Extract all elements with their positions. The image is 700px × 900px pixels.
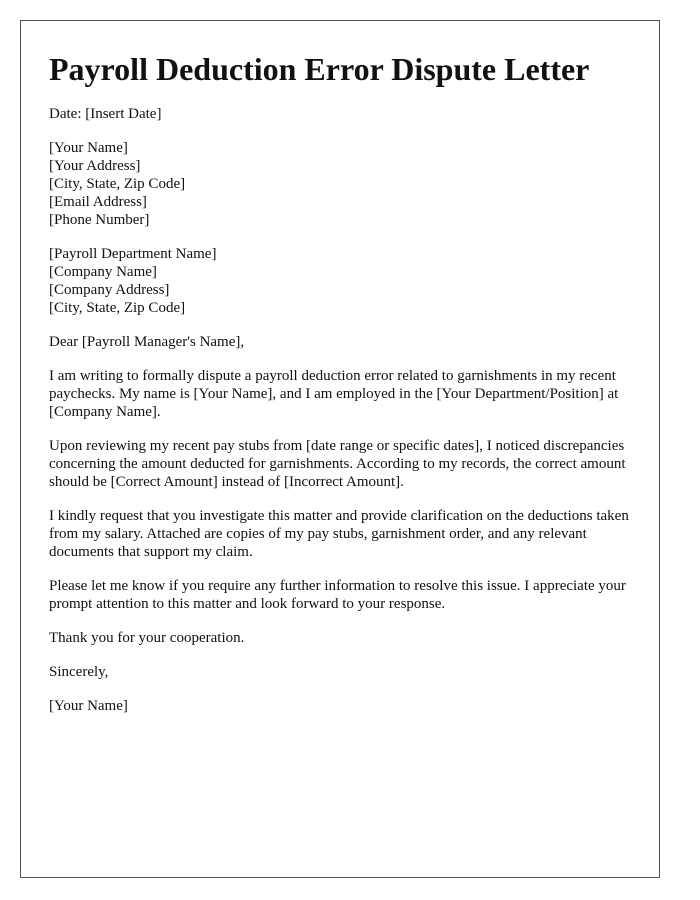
letter-title: Payroll Deduction Error Dispute Letter bbox=[49, 51, 590, 87]
sender-address: [Your Address] bbox=[49, 158, 141, 174]
recipient-department: [Payroll Department Name] bbox=[49, 246, 217, 262]
letter-page bbox=[20, 20, 660, 878]
body-paragraph-followup: Please let me know if you require any further information to resolve this issue. I appreciate your prompt attention to this matter and look forward to your response. bbox=[49, 578, 626, 612]
recipient-address: [Company Address] bbox=[49, 282, 170, 298]
body-paragraph-intro: I am writing to formally dispute a payroll deduction error related to garnishments in my recent paychecks. My name is [Your Name], and I am employed in the [Your Department/Position] at [Company Name]. bbox=[49, 368, 619, 420]
sender-address-block bbox=[49, 139, 631, 229]
sender-phone: [Phone Number] bbox=[49, 212, 150, 228]
recipient-city-state-zip: [City, State, Zip Code] bbox=[49, 300, 186, 316]
signature: [Your Name] bbox=[49, 698, 128, 714]
sender-email: [Email Address] bbox=[49, 194, 147, 210]
salutation: Dear [Payroll Manager's Name], bbox=[49, 334, 245, 350]
recipient-company: [Company Name] bbox=[49, 264, 157, 280]
letter-date: Date: [Insert Date] bbox=[49, 106, 162, 122]
body-paragraph-thanks: Thank you for your cooperation. bbox=[49, 630, 245, 646]
closing: Sincerely, bbox=[49, 664, 109, 680]
sender-city-state-zip: [City, State, Zip Code] bbox=[49, 176, 186, 192]
recipient-address-block bbox=[49, 245, 631, 317]
sender-name: [Your Name] bbox=[49, 140, 128, 156]
body-paragraph-discrepancy: Upon reviewing my recent pay stubs from [date range or specific dates], I noticed discrepancies concerning the amount deducted for garnishments. According to my records, the correct amount should be [Correct Amount] instead of [Incorrect Amount]. bbox=[49, 438, 626, 490]
body-paragraph-request: I kindly request that you investigate this matter and provide clarification on the deductions taken from my salary. Attached are copies of my pay stubs, garnishment order, and any relevant documents that support my claim. bbox=[49, 508, 629, 560]
